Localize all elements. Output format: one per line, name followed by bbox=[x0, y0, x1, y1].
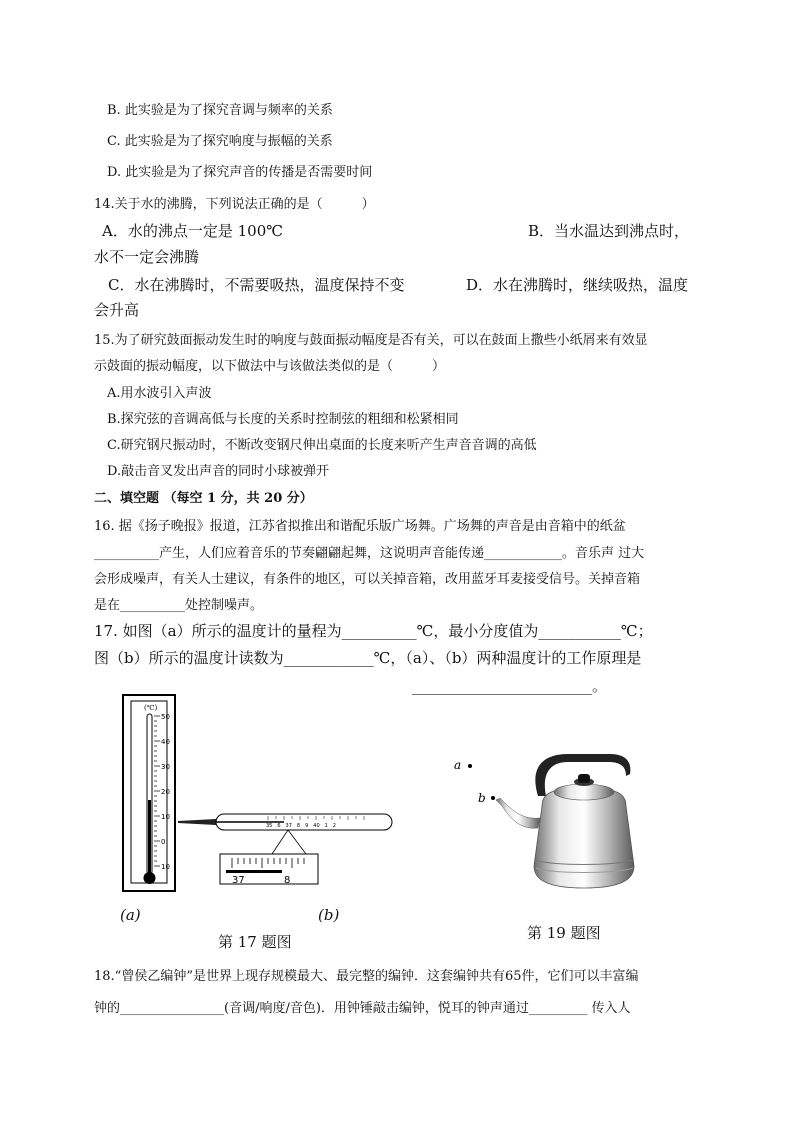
q18-line1: 18.“曾侯乙编钟”是世界上现存规模最大、最完整的编钟．这套编钟共有65件，它们可以丰富编 bbox=[94, 969, 639, 984]
q15-option-b: B.探究弦的音调高低与长度的关系时控制弦的粗细和松紧相同 bbox=[107, 412, 459, 427]
q14-option-b: B．当水温达到沸点时， bbox=[528, 222, 690, 240]
thermometer-a-tick: 30 bbox=[161, 763, 170, 771]
figure-19-caption: 第 19 题图 bbox=[527, 924, 601, 942]
q18-line2: 钟的________________(音调/响度/音色)．用钟锤敲击编钟，悦耳的钟声通过_________ 传入人 bbox=[94, 1001, 631, 1016]
q13-option-d: D. 此实验是为了探究声音的传播是否需要时间 bbox=[107, 165, 373, 180]
q17-line3: ________________________。 bbox=[412, 677, 608, 695]
q16-line2: __________产生，人们应着音乐的节奏翩翩起舞，这说明声音能传递____________。音乐声 过大 bbox=[94, 546, 645, 561]
thermometer-a-tick: 50 bbox=[161, 713, 170, 721]
q14-option-c: C．水在沸腾时，不需要吸热，温度保持不变 bbox=[108, 276, 405, 294]
thermometer-b-zoom-right: 8 bbox=[284, 875, 291, 886]
kettle-figure bbox=[450, 748, 650, 896]
figure-17-caption: 第 17 题图 bbox=[218, 933, 292, 951]
q13-option-c: C. 此实验是为了探究响度与振幅的关系 bbox=[107, 134, 333, 149]
q15-stem-line2: 示鼓面的振动幅度，以下做法中与该做法类似的是（ ） bbox=[94, 359, 446, 374]
kettle-point-a bbox=[468, 764, 472, 768]
q13-option-b: B. 此实验是为了探究音调与频率的关系 bbox=[107, 103, 333, 118]
q15-option-a: A.用水波引入声波 bbox=[107, 386, 212, 401]
q14-stem: 14.关于水的沸腾，下列说法正确的是（ ） bbox=[94, 197, 375, 212]
thermometer-a-tick: 10 bbox=[161, 863, 170, 871]
q16-line3: 会形成噪声，有关人士建议，有条件的地区，可以关掉音箱，改用蓝牙耳麦接受信号。关掉音箱 bbox=[94, 572, 641, 587]
thermometer-b-scale: 35 6 37 8 9 40 1 2 bbox=[266, 823, 336, 829]
thermometer-a-figure bbox=[120, 692, 180, 894]
thermometer-b-zoom-left: 37 bbox=[232, 875, 245, 886]
q17-line1: 17. 如图（a）所示的温度计的量程为__________℃，最小分度值为___________℃； bbox=[94, 622, 653, 640]
kettle-point-b-label: b bbox=[478, 791, 486, 805]
thermometer-a-tick: 0 bbox=[161, 838, 166, 846]
kettle-point-b bbox=[491, 796, 495, 800]
q15-option-d: D.敲击音叉发出声音的同时小球被弹开 bbox=[107, 464, 330, 479]
q14-option-b-cont: 水不一定会沸腾 bbox=[94, 248, 200, 266]
q17-line2: 图（b）所示的温度计读数为____________℃，（a）、（b）两种温度计的工作原理是 bbox=[94, 649, 642, 667]
thermometer-a-tick: 40 bbox=[161, 738, 170, 746]
section-2-title: 二、填空题 （每空 1 分，共 20 分） bbox=[94, 491, 313, 506]
q15-stem-line1: 15.为了研究鼓面振动发生时的响度与鼓面振动幅度是否有关，可以在鼓面上撒些小纸屑来有效显 bbox=[94, 333, 648, 348]
q14-option-a: A．水的沸点一定是 100℃ bbox=[102, 222, 284, 240]
thermometer-a-unit: (℃) bbox=[144, 704, 158, 712]
q16-line4: 是在__________处控制噪声。 bbox=[94, 598, 264, 613]
thermometer-a-tick: 20 bbox=[161, 788, 170, 796]
q15-option-c: C.研究钢尺振动时，不断改变钢尺伸出桌面的长度来听产生声音音调的高低 bbox=[107, 438, 537, 453]
q14-option-d-cont: 会升高 bbox=[94, 301, 140, 319]
thermometer-b-figure bbox=[176, 808, 396, 888]
q14-option-d: D．水在沸腾时，继续吸热，温度 bbox=[466, 276, 689, 294]
q16-line1: 16. 据《扬子晚报》报道，江苏省拟推出和谐配乐版广场舞。广场舞的声音是由音箱中的纸盆 bbox=[94, 519, 626, 534]
thermometer-a-tick: 10 bbox=[161, 813, 170, 821]
figure-b-label: (b) bbox=[318, 906, 340, 924]
kettle-point-a-label: a bbox=[454, 758, 462, 772]
figure-a-label: (a) bbox=[120, 906, 141, 924]
